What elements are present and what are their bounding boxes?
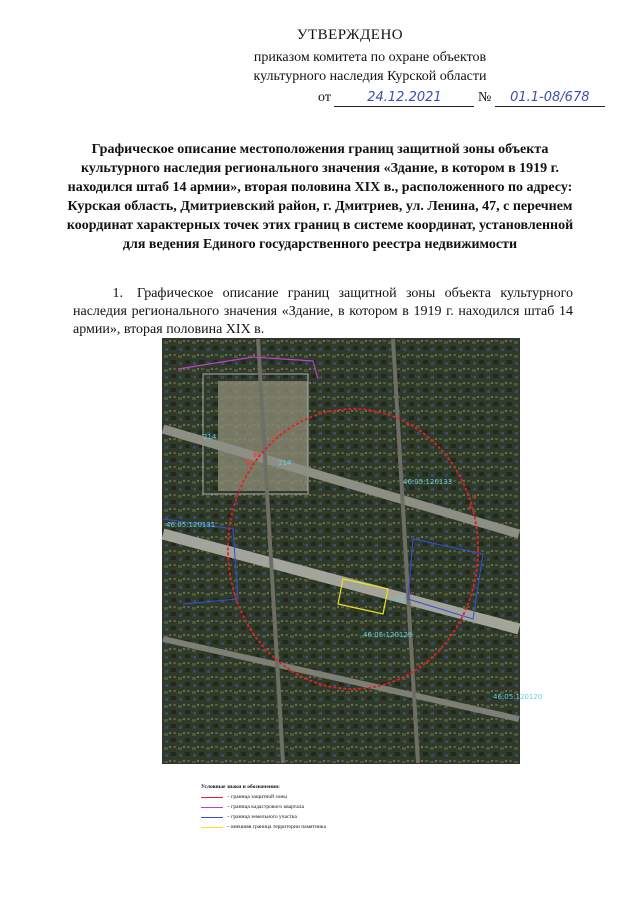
map-label: 46:05:120120: [493, 693, 543, 701]
legend-swatch: [201, 827, 223, 828]
approved-title: УТВЕРЖДЕНО: [296, 27, 404, 43]
approved-committee-line: культурного наследия Курской области: [253, 69, 487, 84]
approved-order-line: приказом комитета по охране объектов: [253, 50, 487, 65]
section-1: [73, 285, 573, 339]
section-text: Графическое описание границ защитной зоны объекта культурного наследия регионального значения «Здание, в котором в 1919 г. находился штаб 14 армии», вторая половина XIX в.: [73, 286, 573, 337]
legend-label: – внешняя граница территории памятника: [227, 823, 326, 830]
date-field: [334, 90, 474, 107]
section-number: 1.: [112, 286, 123, 301]
legend-title: Условные знаки и обозначения:: [201, 784, 280, 790]
satellite-map: [162, 338, 543, 764]
number-value: 01.1-08/678: [510, 90, 590, 105]
point-label: 4: [468, 504, 472, 511]
legend-label: – граница земельного участка: [227, 813, 297, 820]
map-label: 46:05:120129: [363, 631, 413, 639]
legend-item: [201, 822, 401, 832]
point-label: 88: [253, 452, 261, 459]
point-label: 2: [271, 437, 275, 444]
approved-date-number-line: [318, 90, 605, 107]
map-label: 46:05:120131: [166, 521, 216, 529]
point-label: 1: [275, 430, 279, 437]
map-label: 21: [395, 595, 404, 603]
legend-swatch: [201, 797, 223, 798]
legend-swatch: [201, 817, 223, 818]
legend-label: – граница защитной зоны: [227, 793, 287, 800]
legend-item: [201, 792, 401, 802]
point-label: 3: [473, 494, 477, 501]
legend-item: [201, 802, 401, 812]
number-field: [495, 90, 605, 107]
legend-swatch: [201, 807, 223, 808]
date-prefix: от: [318, 90, 331, 105]
map-label: 214: [203, 433, 217, 441]
legend-item: [201, 812, 401, 822]
number-prefix: №: [477, 90, 492, 105]
date-value: 24.12.2021: [367, 90, 442, 105]
map-label: 214: [278, 459, 292, 467]
map-legend: [201, 783, 401, 832]
map-label: 46:05:120133: [403, 478, 453, 486]
legend-label: – граница кадастрового квартала: [227, 803, 304, 810]
point-label: 68: [245, 460, 253, 467]
document-heading: Графическое описание местоположения границ защитной зоны объекта культурного наследия регионального значения «Здание, в котором в 1919 г. находился штаб 14 армии», вторая половина XIX в., расположенного по адресу: Курская область, Дмитриевский район, г. Дмитриев, ул. Ленина, 47, с перечнем координат характерных точек этих границ в системе координат, установленной для ведения Единого государственного реестра недвижимости: [66, 142, 574, 252]
